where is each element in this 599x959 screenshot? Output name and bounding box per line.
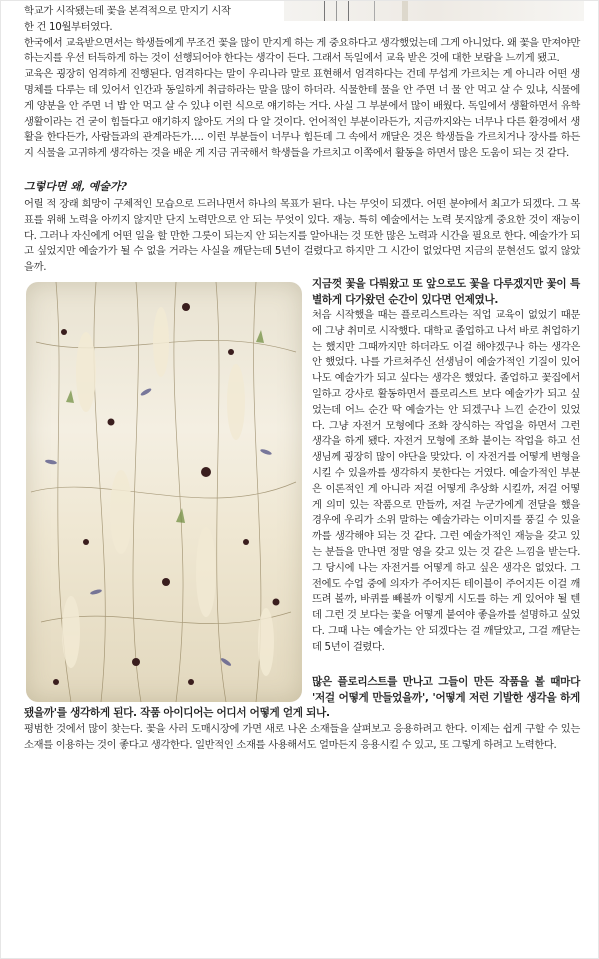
paragraph-education: 한국에서 교육받으면서는 학생들에게 무조건 꽃을 많이 만지게 하는 게 중요하다고 생각했었는데 그게 아니었다. 왜 꽃을 만져야만 하는지를 우선 터득하게 하는 것이 선행되어야 한다는 생각이 든다. 그래서 독일에서 교육 받은 것에 대한 보람을 느끼게 됐고. xyxy=(24,36,580,65)
interview-question-2: 많은 플로리스트를 만나고 그들이 만든 작품을 볼 때마다 '저걸 어떻게 만들었을까', '어떻게 저런 기발한 생각을 하게 됐을까'를 생각하게 된다. 작품 아이디어는 어디서 어떻게 얻게 되나. xyxy=(24,676,580,720)
section-heading: 그렇다면 왜, 예술가? xyxy=(24,179,127,193)
intro-line-2: 한 건 10월부터였다. xyxy=(24,20,113,33)
article-body xyxy=(24,4,580,754)
paragraph-artist: 어릴 적 장래 희망이 구체적인 모습으로 드러나면서 하나의 목표가 된다. 나는 무엇이 되겠다. 어떤 분야에서 최고가 되겠다. 그 목표를 위해 노력을 아끼지 않지만 단지 노력만으로 안 되는 무엇이 있다. 재능. 특히 예술에서는 노력 못지않게 중요한 것이 재능이다. 그러나 자신에게 어떤 일을 할 만한 그릇이 되는지 안 되는지를 알아내는 것 또한 많은 노력과 시간을 필요로 한다. 예술가가 되고 싶었지만 예술가가 될 수 없을 거라는 사실을 깨닫는데 5년이 걸렸다고 하지만 그 시간이 없었다면 지금의 문현선도 없지 않았을까. xyxy=(24,197,580,274)
intro-line-1: 학교가 시작됐는데 꽃을 본격적으로 만지기 시작 xyxy=(24,5,231,17)
floral-artwork-photo xyxy=(26,282,302,702)
floral-artwork-illustration xyxy=(26,282,302,702)
interview-question-1: 지금껏 꽃을 다뤄왔고 또 앞으로도 꽃을 다루겠지만 꽃이 특별하게 다가왔던 순간이 있다면 언제였나. xyxy=(312,277,580,306)
interview-answer-2: 평범한 것에서 많이 찾는다. 꽃을 사러 도매시장에 가면 새로 나온 소재들을 살펴보고 응용하려고 한다. 이제는 쉽게 구할 수 있는 소재를 이용하는 것이 좋다고 생각한다. 일반적인 소재를 사용해서도 얼마든지 응용시킬 수 있고, 또 그렇게 하려고 노력한다. xyxy=(24,722,580,751)
paragraph-strict-training: 교육은 굉장히 엄격하게 진행된다. 엄격하다는 말이 우리나라 말로 표현해서 엄격하다는 건데 무섭게 가르치는 게 아니라 어떤 생명체를 다루는 데 있어서 인간과 동일하게 취급하라는 말을 많이 하더라. 식물한테 물을 안 주면 너 물 안 먹고 살 수 있냐, 식물에게 양분을 안 주면 너 밥 안 먹고 살 수 있냐 이런 식으로 얘기하는 거다. 사실 그 부분에서 많이 배웠다. 독일에서 생활하면서 유학생활이라는 건 굳이 힘들다고 얘기하지 않아도 거의 다 알 것이다. 언어적인 부분이라든가, 지금까지와는 너무나 다른 환경에서 생활을 한다든가, 사람들과의 관계라든가…. 이런 부분들이 너무나 힘든데 그 속에서 깨달은 것은 학생들을 가르치거나 장사를 하든지 식물을 고귀하게 생각하는 것을 배운 게 지금 귀국해서 학생들을 가르치고 이쪽에서 활동을 하면서 많은 도움이 되는 것 같다. xyxy=(24,68,580,160)
interview-answer-1: 처음 시작했을 때는 플로리스트라는 직업 교육이 없었기 때문에 그냥 취미로 시작했다. 대학교 졸업하고 나서 바로 취업하기는 했지만 그때까지만 하더라도 이걸 해야겠구나 하는 생각은 안 했었다. 나를 가르쳐주신 선생님이 예술가적인 기질이 있어 나도 예술가가 되고 싶다는 생각은 했었다. 졸업하고 꽃집에서 일하고 강사로 활동하면서 플로리스트 보다 예술가가 되고 싶었는데 어느 순간 딱 예술가는 안 되겠구나 느낀 순간이 있었다. 그냥 자전거 모형에다 조화 장식하는 작업을 하면서 그런 생각을 하게 됐다. 자전거 모형에 조화 붙이는 작업을 하고 선생님께 굉장히 많이 야단을 맞았다. 이 자전거를 어떻게 변형을 시킬 수 있을까를 생각하지 못한다는 거였다. 예술가적인 부분은 이론적인 게 아니라 저걸 어떻게 추상화 시킬까, 저걸 어떻게 의미 있는 작품으로 만들까, 저걸 누군가에게 전달을 했을 경우에 우리가 소위 말하는 예술가라는 이미지를 풍길 수 있을까를 생각해야 되는 것 같다. 그런 예술가적인 재능을 갖고 있는 분들을 만나면 정말 영을 갖고 있는 것 같은 느낌을 받는다. 그 당시에 나는 자전거를 어떻게 하고 싶은 생각은 없었다. 그전에도 수업 중에 의자가 주어지든 테이블이 주어지든 이걸 깨뜨려 볼까, 바퀴를 빼볼까 이렇게 시도를 하는 게 있어야 될 텐데 그런 것 보다는 꽃을 어떻게 붙여야 좋을까를 설명하고 싶었다. 그때 나는 예술가는 안 되겠다는 걸 깨달았고, 그걸 깨닫는 데 5년이 걸렸다. xyxy=(312,308,580,653)
